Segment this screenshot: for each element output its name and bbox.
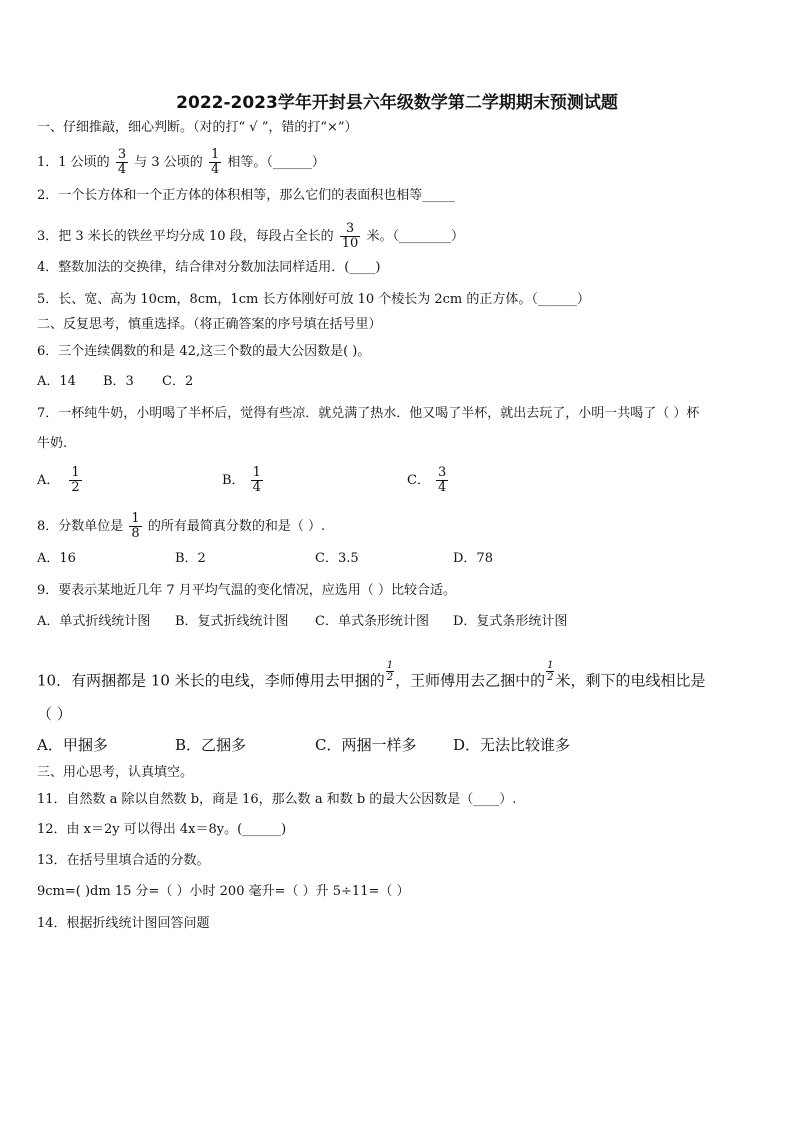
option: B．乙捆多 bbox=[175, 736, 247, 754]
option: B．2 bbox=[175, 551, 206, 566]
q8-text-a: 8．分数单位是 bbox=[37, 519, 124, 534]
q10-text-c: 米，剩下的电线相比是 bbox=[555, 671, 706, 690]
question-14: 14．根据折线统计图回答问题 bbox=[37, 916, 210, 931]
option: B．3 bbox=[103, 374, 134, 389]
fraction: $\frac{3}{4}$ bbox=[437, 465, 447, 495]
section-3-heading: 三、用心思考，认真填空。 bbox=[37, 765, 194, 780]
option: D．复式条形统计图 bbox=[453, 614, 568, 629]
option: C．2 bbox=[162, 374, 194, 389]
option: D．无法比较谁多 bbox=[453, 736, 571, 754]
fraction: $\frac{1}{2}$ bbox=[547, 660, 554, 683]
q1-text-a: 1．1 公顷的 bbox=[37, 155, 110, 170]
option: C．两捆一样多 bbox=[315, 736, 417, 754]
q10-text-a: 10．有两捆都是 10 米长的电线，李师傅用去甲捆的 bbox=[37, 671, 385, 690]
question-13-blanks: 9cm=( )dm 15 分=（ ）小时 200 毫升=（ ）升 5÷11=（ ） bbox=[37, 884, 410, 899]
option: A． $\frac{1}{2}$ bbox=[37, 465, 80, 495]
option: B．复式折线统计图 bbox=[175, 614, 289, 629]
question-10-blank: （ ） bbox=[37, 705, 72, 723]
question-9-options bbox=[37, 612, 567, 632]
option: A．甲捆多 bbox=[37, 736, 108, 754]
option: D．78 bbox=[453, 551, 493, 566]
question-10 bbox=[37, 660, 706, 693]
question-4: 4．整数加法的交换律，结合律对分数加法同样适用．(____) bbox=[37, 260, 381, 275]
q3-text-b: 米。（________） bbox=[366, 229, 464, 244]
page-title: 2022-2023学年开封县六年级数学第二学期期末预测试题 bbox=[176, 93, 618, 113]
option: C． $\frac{3}{4}$ bbox=[407, 465, 447, 495]
option: C．3.5 bbox=[315, 551, 359, 566]
question-13: 13．在括号里填合适的分数。 bbox=[37, 853, 210, 868]
fraction: $\frac{3}{4}$ bbox=[117, 147, 127, 177]
question-6-options bbox=[37, 372, 193, 392]
fraction: $\frac{1}{8}$ bbox=[131, 511, 140, 541]
question-7-options bbox=[37, 466, 450, 495]
question-11: 11．自然数 a 除以自然数 b，商是 16，那么数 a 和数 b 的最大公因数是（____）. bbox=[37, 792, 517, 807]
section-2-heading: 二、反复思考，慎重选择。（将正确答案的序号填在括号里） bbox=[37, 317, 382, 332]
option: C．单式条形统计图 bbox=[315, 614, 429, 629]
question-1 bbox=[37, 148, 325, 177]
fraction: $\frac{1}{2}$ bbox=[386, 660, 394, 683]
q1-text-c: 相等。（______） bbox=[227, 155, 325, 170]
question-7-line-2: 牛奶. bbox=[37, 436, 68, 451]
q1-text-b: 与 3 公顷的 bbox=[134, 155, 203, 170]
section-1-heading: 一、仔细推敲，细心判断。（对的打“ √ ”，错的打“×”） bbox=[37, 120, 358, 135]
question-8 bbox=[37, 512, 325, 541]
option: A．单式折线统计图 bbox=[37, 614, 151, 629]
question-7-line-1: 7．一杯纯牛奶，小明喝了半杯后，觉得有些凉．就兑满了热水．他又喝了半杯，就出去玩了，小明一共喝了（ ）杯 bbox=[37, 406, 700, 421]
fraction: $\frac{1}{4}$ bbox=[252, 465, 261, 495]
q10-text-b: ，王师傅用去乙捆中的 bbox=[395, 671, 546, 690]
question-6: 6．三个连续偶数的和是 42,这三个数的最大公因数是( )。 bbox=[37, 344, 371, 359]
option: B． $\frac{1}{4}$ bbox=[222, 465, 261, 495]
q3-text-a: 3．把 3 米长的铁丝平均分成 10 段，每段占全长的 bbox=[37, 229, 334, 244]
fraction: $\frac{3}{10}$ bbox=[341, 221, 359, 251]
question-10-options bbox=[37, 735, 570, 755]
q8-text-b: 的所有最简真分数的和是（ ）. bbox=[147, 519, 326, 534]
option: A．16 bbox=[37, 551, 76, 566]
question-8-options bbox=[37, 549, 493, 569]
option: A．14 bbox=[37, 374, 76, 389]
question-9: 9．要表示某地近几年 7 月平均气温的变化情况，应选用（ ）比较合适。 bbox=[37, 583, 456, 598]
question-12: 12．由 x＝2y 可以得出 4x＝8y。(______) bbox=[37, 822, 287, 837]
fraction: $\frac{1}{2}$ bbox=[71, 465, 80, 495]
question-5: 5．长、宽、高为 10cm，8cm，1cm 长方体刚好可放 10 个棱长为 2cm 的正方体。（______） bbox=[37, 292, 590, 307]
question-2: 2．一个长方体和一个正方体的体积相等，那么它们的表面积也相等_____ bbox=[37, 188, 455, 203]
question-3 bbox=[37, 222, 464, 251]
fraction: $\frac{1}{4}$ bbox=[210, 147, 220, 177]
